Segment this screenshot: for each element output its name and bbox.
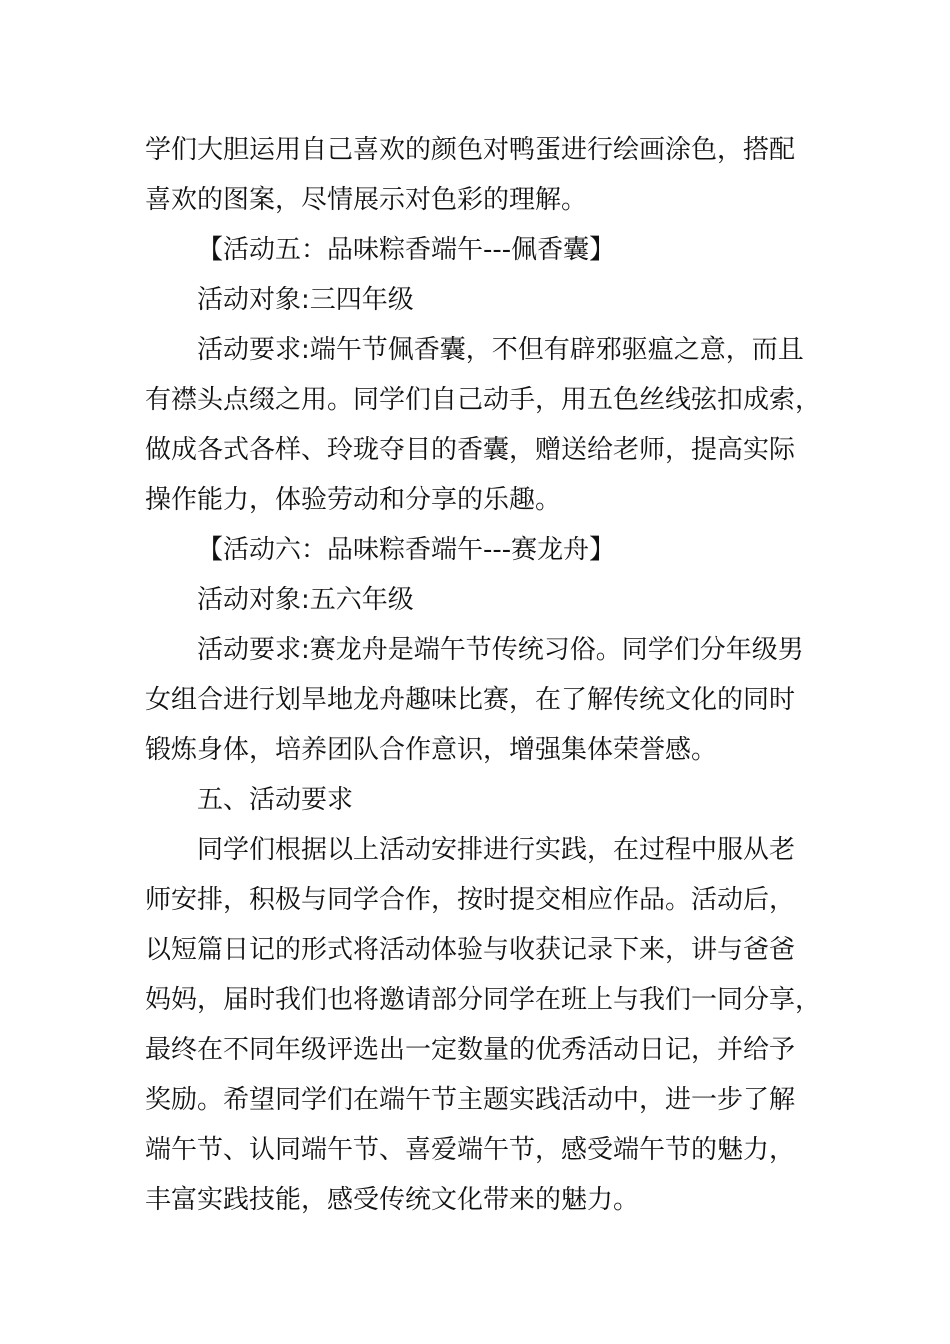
text-line: 最终在不同年级评选出一定数量的优秀活动日记，并给予 [145, 1035, 796, 1065]
text-line: 活动要求:赛龙舟是端午节传统习俗。同学们分年级男 [197, 635, 804, 665]
text-line: 活动对象:五六年级 [197, 585, 414, 615]
text-line: 同学们根据以上活动安排进行实践，在过程中服从老 [197, 835, 796, 865]
text-line: 做成各式各样、玲珑夺目的香囊，赠送给老师，提高实际 [145, 435, 796, 465]
text-line: 师安排，积极与同学合作，按时提交相应作品。活动后， [145, 885, 796, 915]
body-text [145, 125, 822, 1225]
text-line: 妈妈，届时我们也将邀请部分同学在班上与我们一同分享， [145, 985, 822, 1015]
activity-heading: 【活动五：品味粽香端午---佩香囊】 [197, 235, 616, 265]
text-line: 活动要求:端午节佩香囊，不但有辟邪驱瘟之意，而且 [197, 335, 804, 365]
text-line: 喜欢的图案，尽情展示对色彩的理解。 [145, 185, 588, 215]
section-heading: 五、活动要求 [197, 785, 354, 815]
text-line: 有襟头点缀之用。同学们自己动手，用五色丝线弦扣成索， [145, 385, 822, 415]
activity-heading: 【活动六：品味粽香端午---赛龙舟】 [197, 535, 616, 565]
text-line: 学们大胆运用自己喜欢的颜色对鸭蛋进行绘画涂色，搭配 [145, 135, 796, 165]
text-line: 端午节、认同端午节、喜爱端午节，感受端午节的魅力， [145, 1135, 796, 1165]
text-line: 奖励。希望同学们在端午节主题实践活动中，进一步了解 [145, 1085, 796, 1115]
text-line: 锻炼身体，培养团队合作意识，增强集体荣誉感。 [145, 735, 718, 765]
text-line: 操作能力，体验劳动和分享的乐趣。 [145, 485, 562, 515]
text-line: 丰富实践技能，感受传统文化带来的魅力。 [145, 1185, 640, 1215]
text-line: 以短篇日记的形式将活动体验与收获记录下来，讲与爸爸 [145, 935, 796, 965]
text-line: 女组合进行划旱地龙舟趣味比赛，在了解传统文化的同时 [145, 685, 796, 715]
text-line: 活动对象:三四年级 [197, 285, 414, 315]
